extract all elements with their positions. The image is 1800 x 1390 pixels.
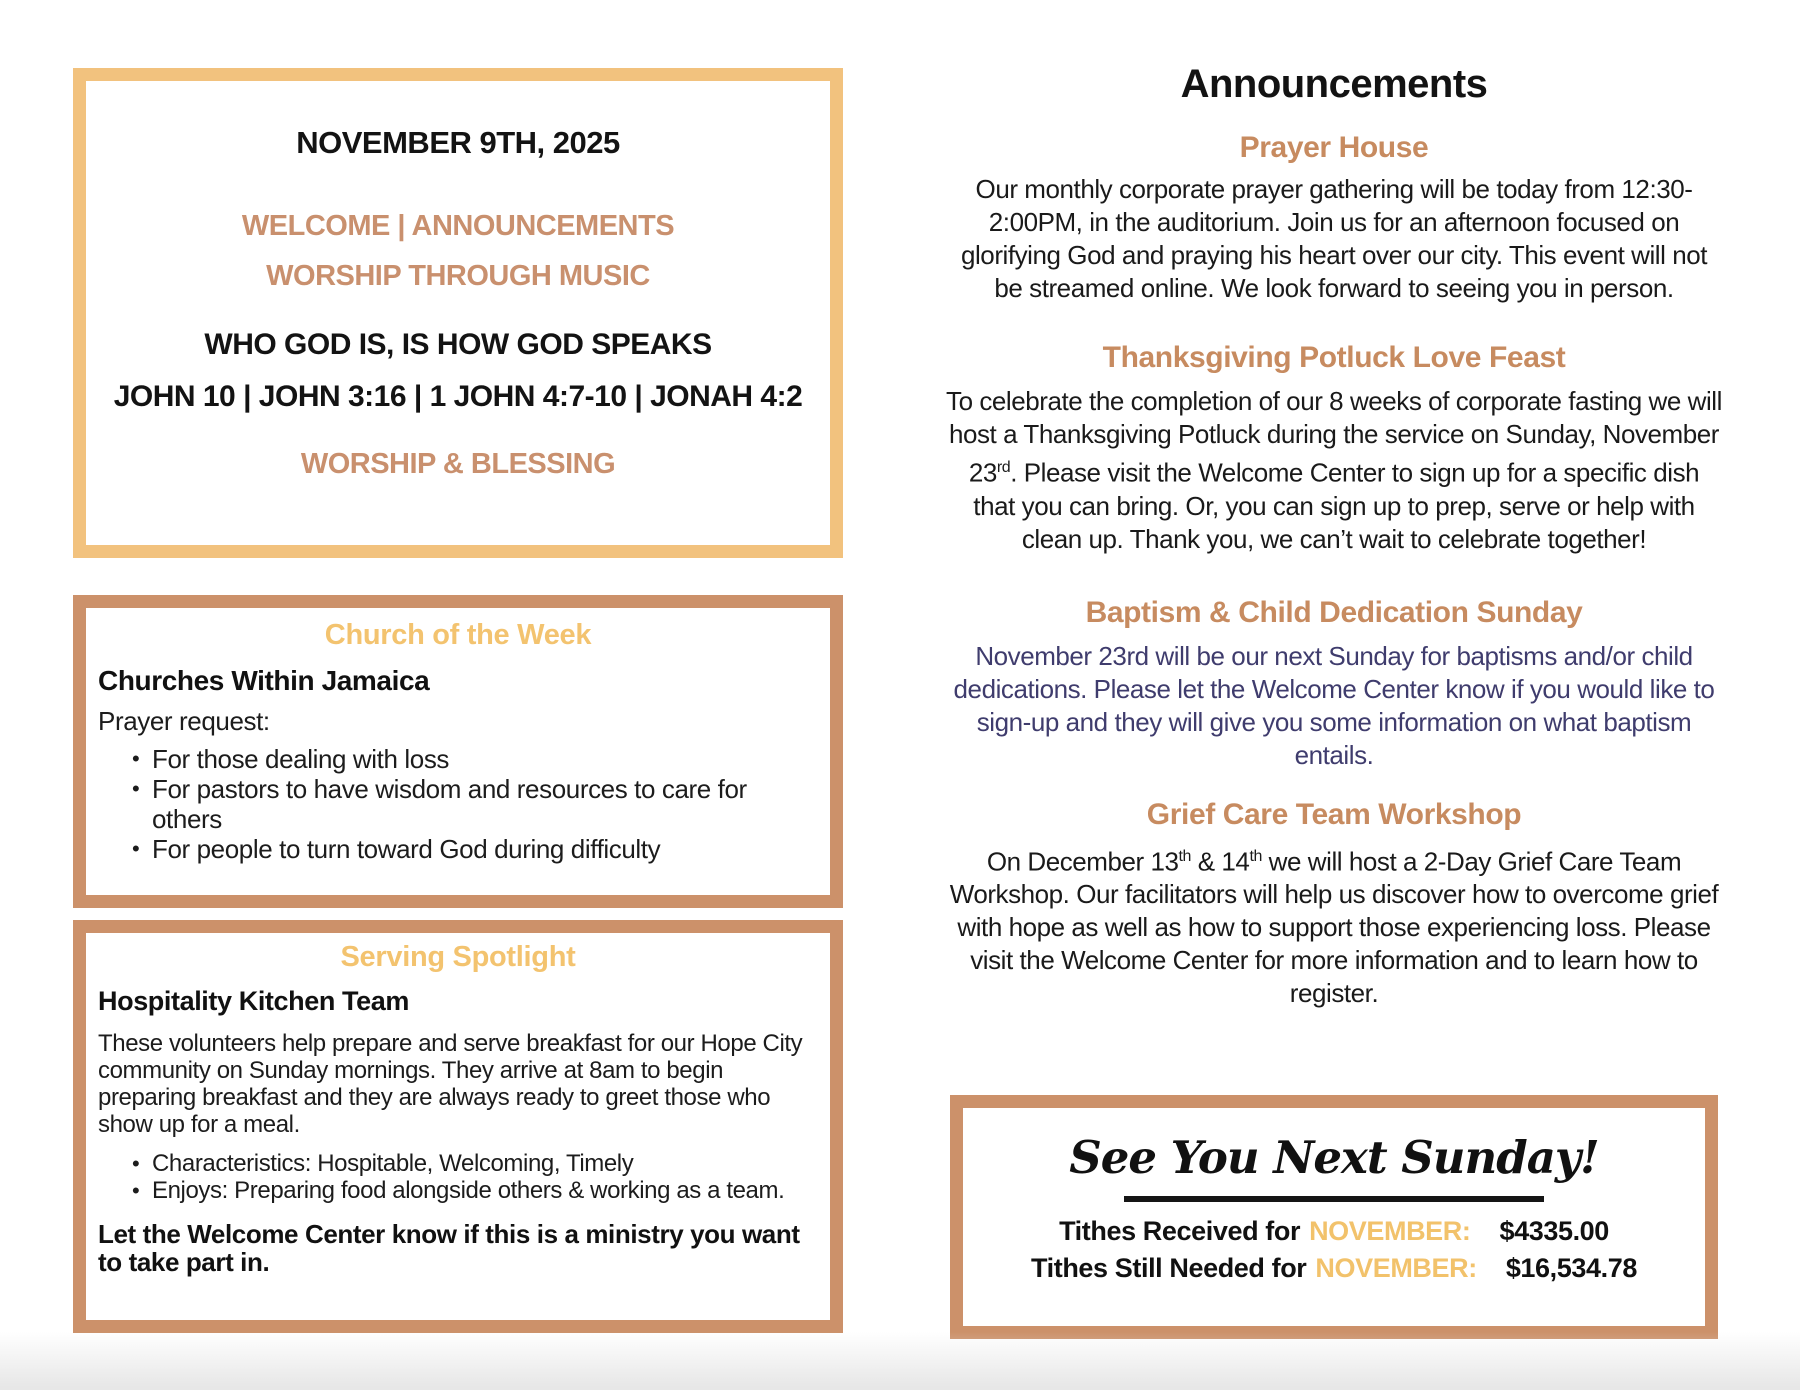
welcome-center-note: Let the Welcome Center know if this is a ministry you want to take part in. [98, 1219, 800, 1277]
grief-body-text: & 14 [1190, 846, 1250, 877]
list-item: • Characteristics: Hospitable, Welcoming, Timely [128, 1150, 818, 1177]
tithes-rows [963, 1213, 1705, 1287]
baptism-heading: Baptism & Child Dedication Sunday [1085, 595, 1583, 629]
serving-spotlight-card [73, 920, 843, 1333]
tithes-received-label: Tithes Received for [1059, 1216, 1301, 1246]
tithes-card [950, 1095, 1718, 1339]
tithes-needed-label: Tithes Still Needed for [1031, 1253, 1307, 1283]
tithes-needed-row [963, 1250, 1705, 1287]
list-item: • For pastors to have wisdom and resources to care for others [128, 774, 818, 834]
thanksgiving-body [946, 385, 1722, 556]
ordinal-superscript: th [1178, 847, 1191, 865]
serving-spotlight-title: Hospitality Kitchen Team [98, 986, 409, 1016]
welcome-announcements-line: WELCOME | ANNOUNCEMENTS [241, 210, 675, 242]
order-of-service-card [73, 68, 843, 558]
ordinal-superscript: th [1249, 847, 1262, 865]
list-item: • Enjoys: Preparing food alongside others & working as a team. [128, 1177, 818, 1204]
tithes-divider [1124, 1196, 1544, 1202]
serving-spotlight-heading: Serving Spotlight [340, 941, 576, 973]
list-item: • For those dealing with loss [128, 744, 818, 774]
tithes-needed-amount: $16,534.78 [1505, 1253, 1637, 1283]
serving-spotlight-list [128, 1150, 818, 1204]
grief-workshop-heading: Grief Care Team Workshop [1146, 797, 1522, 831]
service-date: NOVEMBER 9TH, 2025 [296, 125, 620, 160]
prayer-house-heading: Prayer House [1239, 131, 1429, 164]
tithes-received-month: NOVEMBER: [1309, 1216, 1471, 1246]
thanksgiving-heading: Thanksgiving Potluck Love Feast [1102, 341, 1566, 374]
sermon-title-line: WHO GOD IS, IS HOW GOD SPEAKS [204, 328, 712, 361]
church-of-week-title: Churches Within Jamaica [98, 665, 430, 696]
grief-body-text: On December 13 [986, 846, 1179, 877]
worship-through-music-line: WORSHIP THROUGH MUSIC [266, 260, 650, 292]
tithes-needed-month: NOVEMBER: [1315, 1253, 1477, 1283]
baptism-body: November 23rd will be our next Sunday for baptisms and/or child dedications. Please let the Welcome Center know if you would like to sign-up and they will give you some information on what baptism entails. [953, 640, 1715, 770]
church-of-week-card [73, 595, 843, 908]
tithes-received-row [963, 1213, 1705, 1250]
see-you-next-sunday-script: See You Next Sunday! [1069, 1131, 1599, 1184]
thanksgiving-body-text: . Please visit the Welcome Center to sign up for a specific dish that you can bring. Or, you can sign up to prep, serve or help with clean up. Thank you, we can’t wait to celebrate together! [973, 457, 1700, 554]
worship-blessing-line: WORSHIP & BLESSING [300, 448, 616, 480]
prayer-request-label: Prayer request: [98, 706, 270, 736]
announcements-title: Announcements [1180, 62, 1488, 106]
page-bottom-fade [0, 1332, 1800, 1390]
grief-workshop-body [946, 840, 1722, 1011]
announcements-column [946, 62, 1722, 1010]
prayer-request-list [128, 744, 818, 864]
prayer-house-body: Our monthly corporate prayer gathering will be today from 12:30-2:00PM, in the auditorium. Join us for an afternoon focused on glorifying God and praying his heart over our city. This event will not be streamed online. We look forward to seeing you in person. [960, 174, 1708, 303]
serving-spotlight-body: These volunteers help prepare and serve breakfast for our Hope City community on Sunday mornings. They arrive at 8am to begin preparing breakfast and they are always ready to greet those who show up for a meal. [98, 1030, 803, 1138]
grief-body-text: we will host a 2-Day Grief Care Team Workshop. Our facilitators will help us discover how to overcome grief with hope as well as how to support those experiencing loss. Please visit the Welcome Center for more information and to learn how to register. [949, 846, 1719, 1009]
scripture-references-line: JOHN 10 | JOHN 3:16 | 1 JOHN 4:7-10 | JONAH 4:2 [113, 380, 803, 413]
church-of-week-heading: Church of the Week [324, 619, 592, 651]
thanksgiving-body-text: To celebrate the completion of our 8 weeks of corporate fasting we will host a Thanksgiving Potluck during the service on Sunday, November 23 [946, 386, 1722, 488]
list-item: • For people to turn toward God during difficulty [128, 834, 818, 864]
tithes-received-amount: $4335.00 [1499, 1216, 1609, 1246]
ordinal-superscript: rd [996, 459, 1011, 476]
